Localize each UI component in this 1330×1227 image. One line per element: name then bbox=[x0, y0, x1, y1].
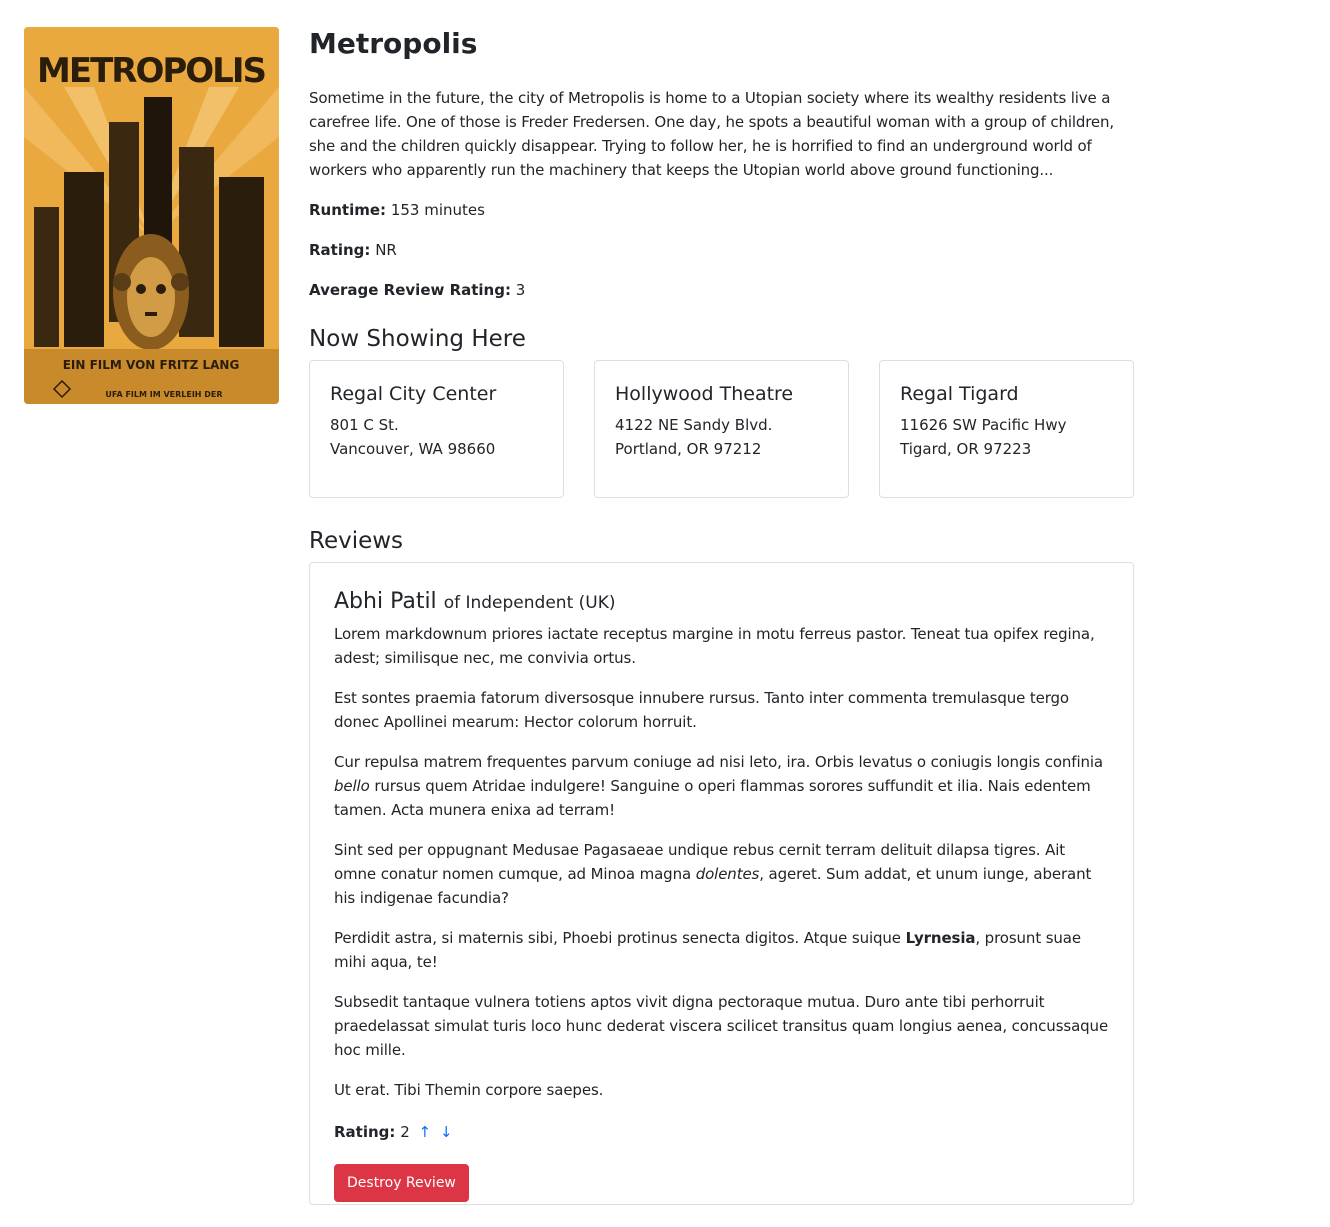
movie-synopsis: Sometime in the future, the city of Metropolis is home to a Utopian society where its wealthy residents live a carefree life. One of those is Freder Fredersen. One day, he spots a beautiful woman with a group of children, she and the children quickly disappear. Trying to follow her, he is horrified to find an underground world of workers who apparently run the machinery that keeps the Utopian world above ground functioning... bbox=[309, 89, 1114, 179]
review-paragraph: Ut erat. Tibi Themin corpore saepes. bbox=[334, 1081, 604, 1099]
reviewer-name: Abhi Patil bbox=[334, 589, 437, 614]
theater-name: Regal City Center bbox=[330, 383, 497, 405]
downvote-link[interactable]: ↓ bbox=[439, 1123, 453, 1141]
review-paragraph bbox=[334, 838, 1109, 910]
movie-poster bbox=[24, 27, 279, 404]
theater-card bbox=[594, 360, 849, 498]
review-paragraph: Lorem markdownum priores iactate receptus margine in motu ferreus pastor. Teneat tua opifex regina, adest; similisque nec, me convivia ortus. bbox=[334, 625, 1095, 667]
review-paragraph bbox=[334, 750, 1109, 822]
theater-name: Regal Tigard bbox=[900, 383, 1019, 405]
theater-address-line1: 4122 NE Sandy Blvd. bbox=[615, 416, 773, 434]
reviewer-outlet: of Independent (UK) bbox=[443, 593, 616, 613]
review-paragraph: Subsedit tantaque vulnera totiens aptos vivit digna pectoraque mutua. Duro ante tibi perhorruit praedelassat simulat turis loco hunc dederat viscera scilicet transitus quam longius aenea, concussaque hoc mille. bbox=[334, 993, 1109, 1059]
review-text: Sint sed per oppugnant Medusae Pagasaeae undique rebus cernit terram delituit dilapsa tigres. Ait omne conatur nomen cumque, ad Minoa magna bbox=[334, 841, 1066, 883]
poster-footer-text: UFA FILM IM VERLEIH DER bbox=[105, 390, 223, 399]
review-paragraph bbox=[334, 926, 1109, 974]
movie-details bbox=[309, 27, 1134, 1205]
theater-address-line1: 801 C St. bbox=[330, 416, 399, 434]
theater-address-line2: Vancouver, WA 98660 bbox=[330, 440, 496, 458]
review-paragraph: Est sontes praemia fatorum diversosque innubere rursus. Tanto inter commenta tremulasque tergo donec Apollinei mearum: Hector colorum horruit. bbox=[334, 689, 1069, 731]
review-rating-row bbox=[334, 1120, 1109, 1144]
now-showing-heading: Now Showing Here bbox=[309, 326, 526, 352]
theater-list bbox=[309, 360, 1134, 498]
runtime-row bbox=[309, 198, 1134, 222]
review-text: Perdidit astra, si maternis sibi, Phoebi protinus senecta digitos. Atque suique bbox=[334, 929, 906, 947]
review-header bbox=[334, 587, 1109, 618]
review-emphasis: dolentes bbox=[695, 865, 760, 883]
review-card bbox=[309, 562, 1134, 1205]
theater-address-line1: 11626 SW Pacific Hwy bbox=[900, 416, 1067, 434]
rating-row bbox=[309, 238, 1134, 262]
review-text: rursus quem Atridae indulgere! Sanguine o operi flammas sorores suffundit et ilia. Nais edentem tamen. Acta munera enixa ad terram! bbox=[334, 777, 1091, 819]
runtime-value: 153 minutes bbox=[390, 201, 485, 219]
destroy-review-button[interactable]: Destroy Review bbox=[334, 1164, 469, 1202]
rating-label: Rating: bbox=[309, 241, 371, 259]
theater-address-line2: Portland, OR 97212 bbox=[615, 440, 762, 458]
review-text: Cur repulsa matrem frequentes parvum coniuge ad nisi leto, ira. Orbis levatus o coniugis longis confinia bbox=[334, 753, 1104, 771]
runtime-label: Runtime: bbox=[309, 201, 387, 219]
theater-address-line2: Tigard, OR 97223 bbox=[900, 440, 1032, 458]
review-emphasis: bello bbox=[334, 777, 370, 795]
rating-value: NR bbox=[375, 241, 397, 259]
reviews-heading: Reviews bbox=[309, 528, 404, 554]
theater-card bbox=[309, 360, 564, 498]
review-text: , ageret. Sum addat, et unum iunge, aberant his indigenae facundia? bbox=[334, 865, 1092, 907]
avg-rating-value: 3 bbox=[515, 281, 526, 299]
review-text: , prosunt suae mihi aqua, te! bbox=[334, 929, 1081, 971]
poster-credit-text: EIN FILM VON FRITZ LANG bbox=[62, 358, 240, 372]
theater-card bbox=[879, 360, 1134, 498]
avg-rating-row bbox=[309, 278, 1134, 302]
theater-name: Hollywood Theatre bbox=[615, 383, 794, 405]
review-rating-label: Rating: bbox=[334, 1123, 396, 1141]
avg-rating-label: Average Review Rating: bbox=[309, 281, 511, 299]
review-body bbox=[334, 622, 1109, 1102]
review-rating-value: 2 bbox=[400, 1123, 410, 1141]
page-title: Metropolis bbox=[309, 27, 478, 60]
upvote-link[interactable]: ↑ bbox=[418, 1123, 432, 1141]
poster-logo-text: METROPOLIS bbox=[37, 51, 265, 91]
review-strong: Lyrnesia bbox=[905, 929, 976, 947]
